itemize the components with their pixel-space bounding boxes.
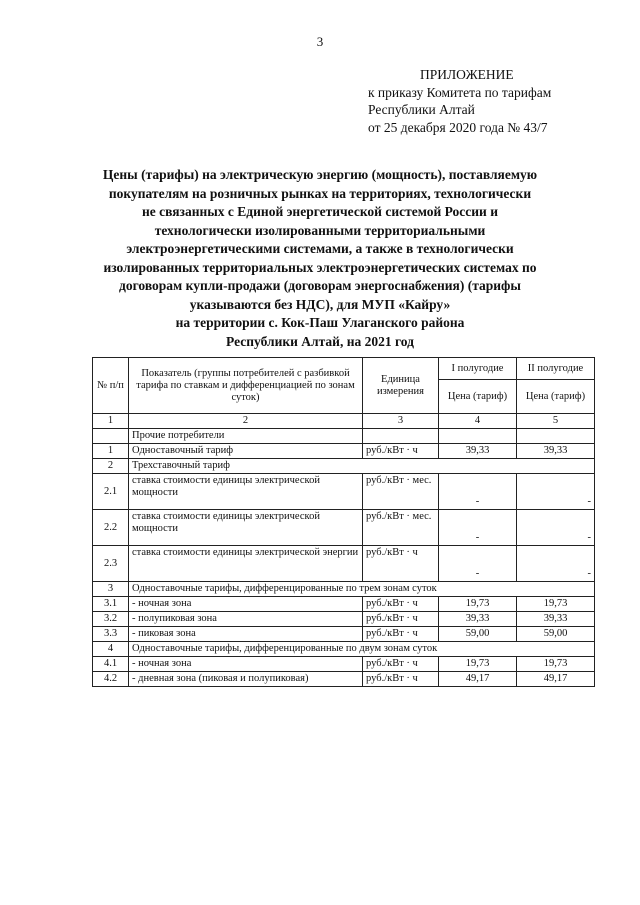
table-row: 1 Одноставочный тариф руб./кВт · ч 39,33 39,33 bbox=[93, 444, 595, 459]
document-title bbox=[60, 166, 580, 351]
title-line: на территории с. Кок-Паш Улаганского района bbox=[175, 315, 465, 330]
title-line: договорам купли-продажи (договорам энергоснабжения) (тарифы bbox=[119, 278, 521, 293]
title-line: покупателям на розничных рынках на территориях, технологически bbox=[108, 185, 532, 201]
header-indicator: Показатель (группы потребителей с разбивкой тарифа по ставкам и дифференциацией по зонам суток) bbox=[129, 358, 363, 414]
col-number: 5 bbox=[517, 414, 595, 429]
title-line: технологически изолированными территориальными bbox=[154, 222, 486, 238]
title-line: Республики Алтай, на 2021 год bbox=[226, 333, 414, 349]
table-row: 3 Одноставочные тарифы, дифференцированные по трем зонам суток bbox=[93, 582, 595, 597]
table-row: 2 Трехставочный тариф bbox=[93, 459, 595, 474]
title-line: изолированных территориальных электроэнергетических системах по bbox=[103, 259, 537, 275]
tariff-table bbox=[92, 357, 595, 687]
header-half-1: I полугодие bbox=[439, 358, 517, 380]
title-line: Цены (тарифы) на электрическую энергию (мощность), поставляемую bbox=[102, 167, 538, 182]
table-row: 4.1 - ночная зона руб./кВт · ч 19,73 19,73 bbox=[93, 657, 595, 672]
table-row: 3.1 - ночная зона руб./кВт · ч 19,73 19,73 bbox=[93, 597, 595, 612]
group-other-consumers: Прочие потребители bbox=[129, 429, 363, 444]
col-number: 1 bbox=[93, 414, 129, 429]
table-row: 2.3 ставка стоимости единицы электрической энергии руб./кВт · ч - - bbox=[93, 546, 595, 582]
table-row: 4.2 - дневная зона (пиковая и полупиковая) руб./кВт · ч 49,17 49,17 bbox=[93, 672, 595, 687]
col-number: 2 bbox=[129, 414, 363, 429]
header-half-2: II полугодие bbox=[517, 358, 595, 380]
appendix-line-1: к приказу Комитета по тарифам bbox=[368, 84, 552, 100]
appendix-block bbox=[368, 66, 551, 136]
table-row: 3.3 - пиковая зона руб./кВт · ч 59,00 59,00 bbox=[93, 627, 595, 642]
header-num: № п/п bbox=[93, 358, 129, 414]
title-line: указываются без НДС), для МУП «Кайру» bbox=[189, 296, 451, 312]
header-unit: Единица измерения bbox=[363, 358, 439, 414]
table-row: 3.2 - полупиковая зона руб./кВт · ч 39,33 39,33 bbox=[93, 612, 595, 627]
table-row: 2.1 ставка стоимости единицы электрической мощности руб./кВт · мес. - - bbox=[93, 474, 595, 510]
header-price-1: Цена (тариф) bbox=[439, 380, 517, 414]
table-row: 4 Одноставочные тарифы, дифференцированные по двум зонам суток bbox=[93, 642, 595, 657]
title-line: электроэнергетическими системами, а также в технологически bbox=[126, 241, 514, 256]
col-number: 3 bbox=[363, 414, 439, 429]
appendix-line-3: от 25 декабря 2020 года № 43/7 bbox=[368, 119, 548, 135]
title-line: не связанных с Единой энергетической системой России и bbox=[141, 204, 498, 219]
page-number: 3 bbox=[316, 34, 324, 49]
table-row: 2.2 ставка стоимости единицы электрической мощности руб./кВт · мес. - - bbox=[93, 510, 595, 546]
col-number: 4 bbox=[439, 414, 517, 429]
appendix-heading: ПРИЛОЖЕНИЕ bbox=[420, 67, 514, 82]
appendix-line-2: Республики Алтай bbox=[368, 102, 475, 117]
header-price-2: Цена (тариф) bbox=[517, 380, 595, 414]
